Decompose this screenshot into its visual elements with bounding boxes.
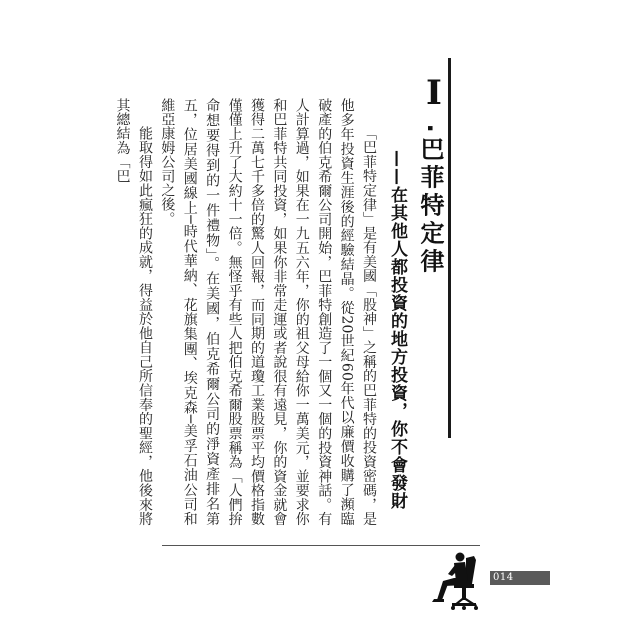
chapter-number: I <box>426 73 442 113</box>
chapter-title: ‧巴菲特定律 <box>416 124 444 277</box>
page-number: 014 <box>493 572 514 583</box>
body-paragraph: 「巴菲特定律」是有美國「股神」之稱的巴菲特的投資密碼，是他多年投資生涯後的經驗結晶。從20世紀60年代以廉價收購了瀕臨破產的伯克希爾公司開始，巴菲特創造了一個又一個的投資神話。有人計算過，如果在一九五六年，你的祖父母給你一萬美元，並要求你和巴菲特共同投資，如果你非常走運或者說很有遠見，你的資金就會獲得二萬七千多倍的驚人回報，而同期的道瓊工業股票平均價格指數僅僅上升了大約十一倍。無怪乎有些人把伯克希爾股票稱為「人們拚命想要得到的一件禮物」。在美國，伯克希爾公司的淨資產排名第五，位居美國線上─時代華納、花旗集團、埃克森─美孚石油公司和維亞康姆公司之後。 <box>159 98 377 526</box>
chapter-subtitle: ——在其他人都投資的地方投資，你不會發財 <box>387 150 407 510</box>
body-text <box>114 98 380 526</box>
seated-businessman-silhouette-icon <box>430 548 488 612</box>
body-paragraph: 能取得如此瘋狂的成就，得益於他自己所信奉的聖經，他後來將其總結為「巴 <box>114 98 153 526</box>
footer-rule <box>162 545 480 546</box>
